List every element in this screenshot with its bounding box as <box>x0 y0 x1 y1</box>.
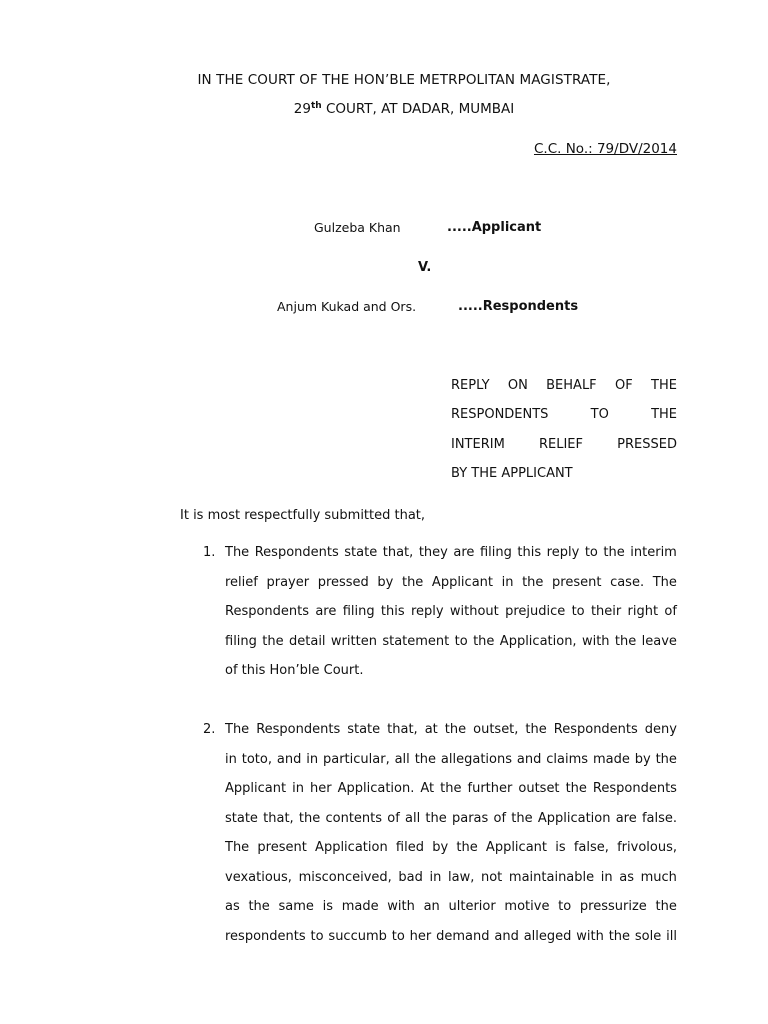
reply-title-line: BY THE APPLICANT <box>451 466 573 482</box>
reply-title-line: REPLY ON BEHALF OF THE <box>451 378 677 393</box>
paragraph-line: filing the detail written statement to the Application, with the leave <box>225 633 677 649</box>
paragraph-line: state that, the contents of all the paras of the Application are false. <box>225 810 677 826</box>
respondent-role: .....Respondents <box>458 299 579 314</box>
paragraph-line: Respondents are filing this reply without prejudice to their right of <box>225 604 677 619</box>
applicant-name: Gulzeba Khan <box>314 220 401 235</box>
reply-title <box>451 378 677 496</box>
paragraph-line: as the same is made with an ulterior motive to pressurize the <box>225 899 677 914</box>
paragraph-line: The Respondents state that, they are filing this reply to the interim <box>225 545 677 560</box>
intro-statement: It is most respectfully submitted that, <box>180 508 426 523</box>
reply-title-line: RESPONDENTS TO THE <box>451 407 677 423</box>
paragraph-line: The Respondents state that, at the outset, the Respondents deny <box>225 722 677 737</box>
paragraph-line: of this Hon’ble Court. <box>225 663 364 678</box>
paragraph-line: vexatious, misconceived, bad in law, not maintainable in as much <box>225 869 677 885</box>
paragraph-line: Applicant in her Application. At the further outset the Respondents <box>225 781 677 796</box>
paragraph-line: in toto, and in particular, all the allegations and claims made by the <box>225 751 677 767</box>
court-number-suffix: th <box>310 101 322 111</box>
court-location-text: COURT, AT DADAR, MUMBAI <box>321 101 515 117</box>
versus-label: V. <box>418 260 432 275</box>
respondent-name: Anjum Kukad and Ors. <box>277 299 417 314</box>
reply-title-line: INTERIM RELIEF PRESSED <box>451 436 677 452</box>
paragraph-number: 2. <box>203 722 216 737</box>
case-number: C.C. No.: 79/DV/2014 <box>533 141 677 157</box>
court-title: IN THE COURT OF THE HON’BLE METRPOLITAN MAGISTRATE, <box>197 72 611 88</box>
court-number: 29 <box>293 101 311 117</box>
paragraph-line: relief prayer pressed by the Applicant in the present case. The <box>225 574 677 590</box>
applicant-role: .....Applicant <box>447 220 542 235</box>
paragraph-line: respondents to succumb to her demand and alleged with the sole ill <box>225 928 677 944</box>
paragraph-line: The present Application filed by the Applicant is false, frivolous, <box>225 840 677 855</box>
paragraph-number: 1. <box>203 545 216 560</box>
court-location <box>0 101 768 117</box>
